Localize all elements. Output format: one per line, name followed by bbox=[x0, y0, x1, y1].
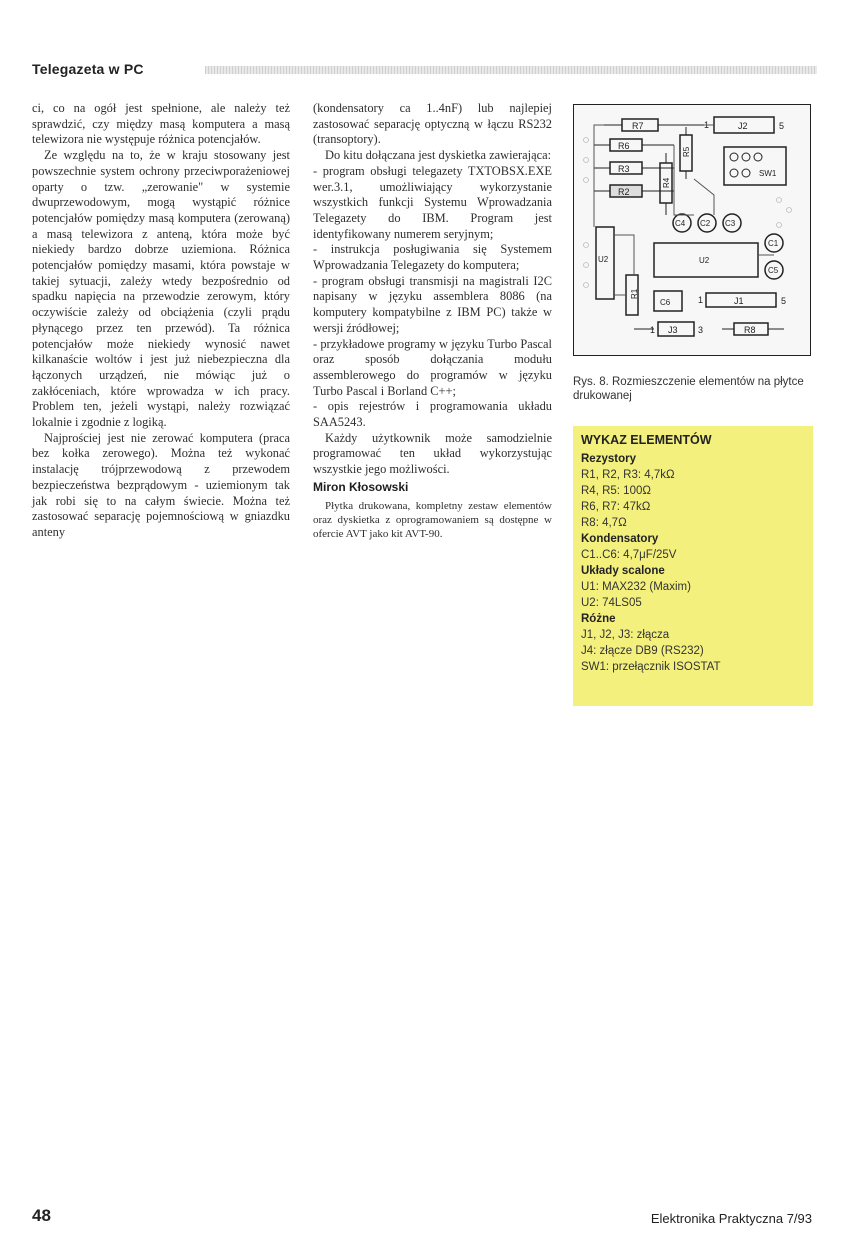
parts-item: R8: 4,7Ω bbox=[581, 517, 627, 529]
label-c6: C6 bbox=[660, 298, 671, 307]
label-c5: C5 bbox=[768, 266, 779, 275]
ic-center bbox=[654, 243, 758, 277]
parts-item: R6, R7: 47kΩ bbox=[581, 501, 651, 513]
parts-group-heading: Kondensatory bbox=[581, 533, 659, 545]
page-number: 48 bbox=[32, 1206, 51, 1225]
label-u-center: U2 bbox=[699, 256, 710, 265]
parts-item: J4: złącze DB9 (RS232) bbox=[581, 645, 704, 657]
paragraph: Do kitu dołączana jest dyskietka zawierająca: bbox=[325, 148, 552, 163]
label-c1: C1 bbox=[768, 239, 779, 248]
capacitor-c3 bbox=[723, 214, 741, 232]
ic-left bbox=[596, 227, 614, 299]
article-column-2 bbox=[313, 101, 552, 541]
label-r7: R7 bbox=[632, 121, 644, 131]
label-c2: C2 bbox=[700, 219, 711, 228]
author-name: Miron Kłosowski bbox=[313, 479, 409, 494]
parts-group-heading: Różne bbox=[581, 613, 616, 625]
parts-item: U1: MAX232 (Maxim) bbox=[581, 581, 691, 593]
capacitor-c2 bbox=[698, 214, 716, 232]
capacitor-c6 bbox=[654, 291, 682, 311]
paragraph: Najprościej jest nie zerować komputera (praca bez kołka zerowego). Można też wykonać instalację trójprzewodową z przewodem bezpieczeństwa bezprądowym - uziemionym tak jak robi się to na całym świecie. Można też zastosować separację pojemnościową w gniazdku anteny bbox=[32, 430, 290, 539]
parts-list-box bbox=[573, 426, 813, 706]
resistor-r8 bbox=[722, 323, 784, 335]
capacitor-c1 bbox=[765, 234, 783, 252]
article-column-1 bbox=[32, 101, 290, 541]
parts-list-title: WYKAZ ELEMENTÓW bbox=[581, 433, 712, 447]
switch-sw1 bbox=[724, 147, 786, 185]
list-item: - program obsługi transmisji na magistrali I2C napisany w języku assemblera 8086 (na komputery kompatybilne z IBM PC) także w wersji źródłowej; bbox=[313, 273, 552, 335]
list-item: - program obsługi telegazety TXTOBSX.EXE wer.3.1, umożliwiający wykorzystanie wszystkich funkcji Systemu Wprowadzania Telegazety do IBM. Program jest identyfikowany numerem seryjnym; bbox=[313, 163, 552, 241]
parts-item: C1..C6: 4,7μF/25V bbox=[581, 549, 677, 561]
pin-label: 5 bbox=[779, 121, 785, 131]
paragraph: (kondensatory ca 1..4nF) lub najlepiej zastosować separację optyczną w łączu RS232 (transoptory). bbox=[313, 101, 552, 147]
label-j2: J2 bbox=[738, 121, 748, 131]
label-r1: R1 bbox=[630, 288, 639, 299]
connector-j3 bbox=[634, 322, 703, 336]
header-rule bbox=[205, 66, 817, 74]
parts-item: SW1: przełącznik ISOSTAT bbox=[581, 661, 721, 673]
label-c4: C4 bbox=[675, 219, 686, 228]
figure-caption: Rys. 8. Rozmieszczenie elementów na płytce drukowanej bbox=[573, 376, 804, 402]
pin-label: 1 bbox=[650, 325, 656, 335]
resistor-r4 bbox=[660, 153, 672, 215]
resistor-r7 bbox=[604, 119, 704, 131]
list-item: - instrukcja posługiwania się Systemem Wprowadzania Telegazety do komputera; bbox=[313, 242, 552, 273]
parts-item: J1, J2, J3: złącza bbox=[581, 629, 670, 641]
resistor-r6 bbox=[594, 139, 674, 151]
pin-label: 1 bbox=[698, 295, 704, 305]
parts-item: R1, R2, R3: 4,7kΩ bbox=[581, 469, 675, 481]
resistor-r3 bbox=[594, 162, 674, 174]
label-r5: R5 bbox=[682, 146, 691, 157]
magazine-issue: Elektronika Praktyczna 7/93 bbox=[650, 1211, 812, 1226]
pcb-layout-figure bbox=[573, 104, 811, 356]
label-r8: R8 bbox=[744, 325, 756, 335]
connector-j1 bbox=[698, 293, 786, 307]
availability-note: Płytka drukowana, kompletny zestaw elementów oraz dyskietka z oprogramowaniem są dostępne w ofercie AVT jako kit AVT-90. bbox=[313, 499, 552, 540]
label-r6: R6 bbox=[618, 141, 630, 151]
parts-item: U2: 74LS05 bbox=[581, 597, 642, 609]
label-r4: R4 bbox=[662, 177, 671, 188]
paragraph: ci, co na ogół jest spełnione, ale należy też sprawdzić, czy między masą komputera a masą telewizora nie występuje różnica potencjałów. bbox=[32, 101, 290, 147]
label-r3: R3 bbox=[618, 164, 630, 174]
parts-group-heading: Rezystory bbox=[581, 453, 636, 465]
label-c3: C3 bbox=[725, 219, 736, 228]
pin-label: 5 bbox=[781, 296, 787, 306]
capacitor-c4 bbox=[673, 214, 691, 232]
paragraph: Ze względu na to, że w kraju stosowany jest powszechnie system ochrony przeciwporażeniowej oparty o tzw. „zerowanie" w systemie dwuprzewodowym, mogą wystąpić różnice potencjałów pomiędzy masą komputera (zerowaną) a masą telewizora z anteną, która może być niekiedy bardzo dobrze uziemiona. Różnica potencjałów pomiędzy masami, która powstaje w takiej sytuacji, zależy wtedy bezpośrednio od spadku napięcia na przewodzie zerowym, który oczywiście zależy od obciążenia (czyli prądu płynącego przez ten przewód). Ta różnica potencjałów może niekiedy wynosić nawet kilkanaście woltów i jest już niebezpieczna dla łączonych urządzeń, nie mówiąc już o zakłóceniach, które wprowadza w ich pracy. Problem ten, jeżeli wystąpi, należy rozwiązać lokalnie i zgodnie z logiką. bbox=[32, 148, 290, 430]
resistor-r5 bbox=[680, 127, 692, 179]
connector-j2 bbox=[704, 117, 784, 133]
label-j1: J1 bbox=[734, 296, 744, 306]
label-r2: R2 bbox=[618, 187, 630, 197]
label-u-left: U2 bbox=[598, 255, 609, 264]
pin-label: 1 bbox=[704, 120, 710, 130]
list-item: - przykładowe programy w języku Turbo Pascal oraz sposób dołączania modułu assemblerowego do programów w języku Turbo Pascal i Borland C++; bbox=[313, 336, 552, 398]
parts-group-heading: Układy scalone bbox=[581, 565, 665, 577]
parts-item: R4, R5: 100Ω bbox=[581, 485, 651, 497]
header-title: Telegazeta w PC bbox=[32, 61, 144, 77]
label-sw1: SW1 bbox=[759, 169, 777, 178]
capacitor-c5 bbox=[765, 261, 783, 279]
pin-label: 3 bbox=[698, 325, 704, 335]
resistor-r1 bbox=[626, 275, 639, 315]
paragraph: Każdy użytkownik może samodzielnie programować ten układ wykorzystując wszystkie jego możliwości. bbox=[313, 430, 552, 477]
label-j3: J3 bbox=[668, 325, 678, 335]
list-item: - opis rejestrów i programowania układu SAA5243. bbox=[313, 399, 552, 430]
